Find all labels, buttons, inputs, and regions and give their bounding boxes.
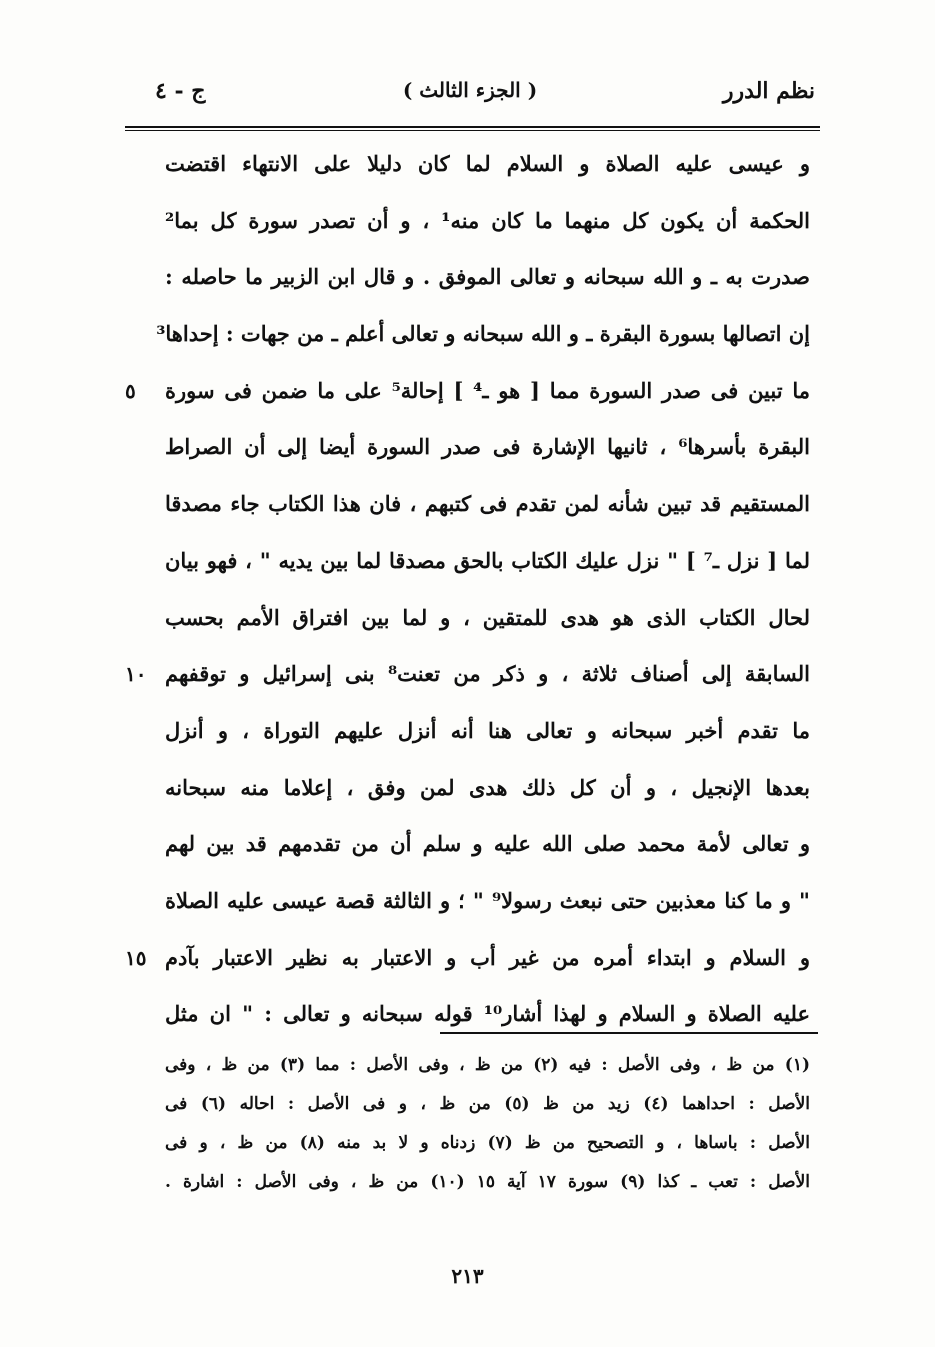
header-rule xyxy=(125,126,820,128)
text-line-content: السابقة إلى أصناف ثلاثة ، و ذكر من تعنت⁸ بنى إسرائيل و توقفهم xyxy=(165,661,810,687)
text-line xyxy=(165,259,810,316)
line-number: ١٥ xyxy=(125,945,147,970)
page-header xyxy=(125,78,815,122)
footnotes xyxy=(165,1050,810,1206)
footnote-line: الأصل : تعب ـ كذا (٩) سورة ١٧ آية ١٥ (١٠) من ظ ، وفى الأصل : اشارة . xyxy=(165,1172,810,1192)
text-line xyxy=(165,883,810,940)
text-line-content: عليه الصلاة و السلام و لهذا أشار¹⁰ قوله سبحانه و تعالى : " ان مثل xyxy=(165,1001,810,1027)
text-line xyxy=(165,770,810,827)
text-line-content: صدرت به ـ و الله سبحانه و تعالى الموفق . و قال ابن الزبير ما حاصله : xyxy=(165,264,810,290)
footnote-line: (١) من ظ ، وفى الأصل : فيه (٢) من ظ ، وفى الأصل : مما (٣) من ظ ، وفى xyxy=(165,1055,811,1075)
text-line-content: بعدها الإنجيل ، و أن كل ذلك هدى لمن وفق ، إعلاما منه سبحانه xyxy=(165,774,810,800)
text-line xyxy=(165,543,810,600)
text-line xyxy=(156,316,810,373)
main-text xyxy=(125,146,810,1053)
text-line xyxy=(165,429,810,486)
text-line-content: البقرة بأسرها⁶ ، ثانيها الإشارة فى صدر السورة أيضا إلى أن الصراط xyxy=(165,434,810,460)
text-line-content: الحكمة أن يكون كل منهما ما كان منه¹ ، و أن تصدر سورة كل بما² xyxy=(165,207,810,233)
header-book-title: نظم الدرر xyxy=(722,78,815,104)
line-number: ٥ xyxy=(125,378,136,403)
text-line xyxy=(165,486,810,543)
text-line xyxy=(165,146,810,203)
text-line xyxy=(165,996,810,1053)
text-line xyxy=(125,656,810,713)
text-line-content: " و ما كنا معذبين حتى نبعث رسولا⁹ " ؛ و الثالثة قصة عيسى عليه الصلاة xyxy=(165,887,810,913)
text-line-content: إن اتصالها بسورة البقرة ـ و الله سبحانه و تعالى أعلم ـ من جهات : إحداها³ xyxy=(156,321,810,347)
footnote-line: الأصل : احداهما (٤) زيد من ظ (٥) من ظ ، و فى الأصل : احاله (٦) فى xyxy=(165,1094,810,1114)
text-line-content: ما تبين فى صدر السورة مما [ هو ـ⁴ ] إحالة⁵ على ما ضمن فى سورة xyxy=(165,377,810,403)
text-line xyxy=(165,713,810,770)
header-rule-thin xyxy=(125,130,820,131)
footnote-line: الأصل : باساها ، و التصحيح من ظ (٧) زدناه و لا بد منه (٨) من ظ ، و فى xyxy=(165,1133,810,1153)
text-line xyxy=(165,203,810,260)
text-line-content: و السلام و ابتداء أمره من غير أب و الاعتبار به نظير الاعتبار بآدم xyxy=(165,944,810,970)
header-volume-label: ج - ٤ xyxy=(155,78,206,104)
text-line-content: و عيسى عليه الصلاة و السلام لما كان دليلا على الانتهاء اقتضت xyxy=(165,151,810,176)
text-line xyxy=(125,940,810,997)
header-part-label: ( الجزء الثالث ) xyxy=(402,78,538,102)
footnote-rule xyxy=(440,1032,818,1034)
line-number: ١٠ xyxy=(125,662,147,687)
text-line xyxy=(165,600,810,657)
text-line-content: لحال الكتاب الذى هو هدى للمتقين ، و لما بين افتراق الأمم بحسب xyxy=(165,604,810,630)
text-line xyxy=(165,826,810,883)
text-line-content: المستقيم قد تبين شأنه لمن تقدم فى كتبهم ، فان هذا الكتاب جاء مصدقا xyxy=(165,491,810,517)
text-line-content: و تعالى لأمة محمد صلى الله عليه و سلم أن من تقدمهم قد بين لهم xyxy=(165,831,810,857)
text-line-content: ما تقدم أخبر سبحانه و تعالى هنا أنه أنزل عليهم التوراة ، و أنزل xyxy=(165,717,810,743)
text-line xyxy=(125,373,810,430)
page-number: ٢١٣ xyxy=(451,1264,484,1288)
text-line-content: لما [ نزل ـ⁷ ] " نزل عليك الكتاب بالحق مصدقا لما بين يديه " ، فهو بيان xyxy=(165,547,810,573)
